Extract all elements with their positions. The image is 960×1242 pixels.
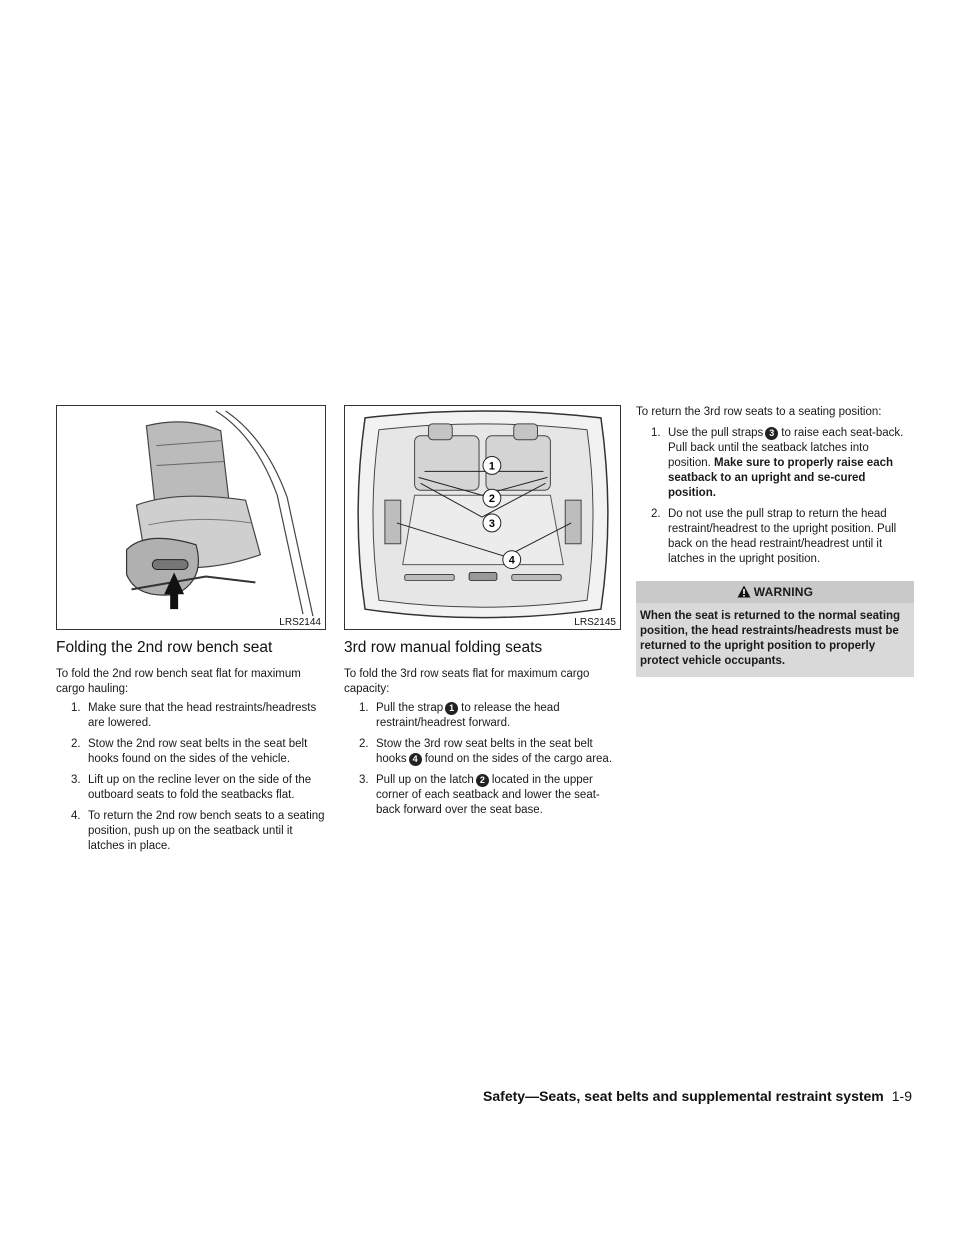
footer-section: Safety—Seats, seat belts and supplemental restraint system	[483, 1088, 884, 1104]
figure-3rd-row-seats	[344, 405, 621, 630]
list-item: 3. Lift up on the recline lever on the side of the outboard seats to fold the seatbacks flat.	[71, 774, 312, 801]
section-intro: To fold the 3rd row seats flat for maximum cargo capacity:	[344, 668, 590, 695]
warning-text: When the seat is returned to the normal seating position, the head restraints/headrests must be returned to the upright position to properly protect vehicle occupants.	[640, 610, 901, 667]
callout-label: 4	[508, 554, 515, 567]
warning-title: WARNING	[753, 585, 814, 599]
callout-badge: 1	[445, 702, 458, 715]
column-1	[56, 405, 326, 860]
list-item: 1. Pull the strap 1 to release the head restraint/headrest forward.	[359, 702, 560, 729]
column-2	[344, 405, 621, 824]
list-item: 3. Pull up on the latch 2 located in the upper corner of each seatback and lower the seat-back forward over the seat base.	[359, 774, 600, 816]
callout-label: 3	[488, 517, 495, 530]
step-list	[56, 701, 326, 854]
figure-id: LRS2145	[574, 617, 616, 628]
step-list	[636, 426, 914, 567]
callout-label: 1	[488, 460, 495, 473]
section-title: 3rd row manual folding seats	[344, 639, 543, 656]
section-title: Folding the 2nd row bench seat	[56, 639, 273, 656]
warning-box	[636, 581, 914, 677]
callout-label: 2	[488, 493, 495, 506]
list-item: 2. Stow the 2nd row seat belts in the seat belt hooks found on the sides of the vehicle.	[71, 738, 308, 765]
seat-illustration	[57, 406, 325, 629]
callout-badge: 4	[409, 753, 422, 766]
cargo-illustration	[345, 406, 620, 629]
warning-icon	[737, 585, 751, 598]
page-number: 1-9	[891, 1088, 912, 1104]
list-item: 2. Stow the 3rd row seat belts in the seat belt hooks 4 found on the sides of the cargo area.	[359, 738, 613, 765]
step-list	[344, 701, 621, 818]
list-item: 2. Do not use the pull strap to return the head restraint/headrest to the upright position. Pull back on the head restraint/headrest until it latches in the upright position.	[651, 508, 897, 565]
callout-badge: 3	[765, 427, 778, 440]
page-footer	[483, 1088, 912, 1104]
callout-badge: 2	[476, 774, 489, 787]
section-intro: To return the 3rd row seats to a seating position:	[636, 406, 882, 418]
figure-2nd-row-seat	[56, 405, 326, 630]
warning-header	[636, 581, 914, 603]
figure-id: LRS2144	[279, 617, 321, 628]
list-item: 1. Make sure that the head restraints/headrests are lowered.	[71, 702, 317, 729]
section-intro: To fold the 2nd row bench seat flat for maximum cargo hauling:	[56, 668, 301, 695]
column-3	[636, 405, 914, 677]
list-item: 4. To return the 2nd row bench seats to a seating position, push up on the seatback until it latches in place.	[71, 810, 325, 852]
list-item: 1. Use the pull straps 3 to raise each seat-back. Pull back until the seatback latches into position. Make sure to properly raise each seatback to an upright and se-cured position.	[651, 427, 904, 499]
